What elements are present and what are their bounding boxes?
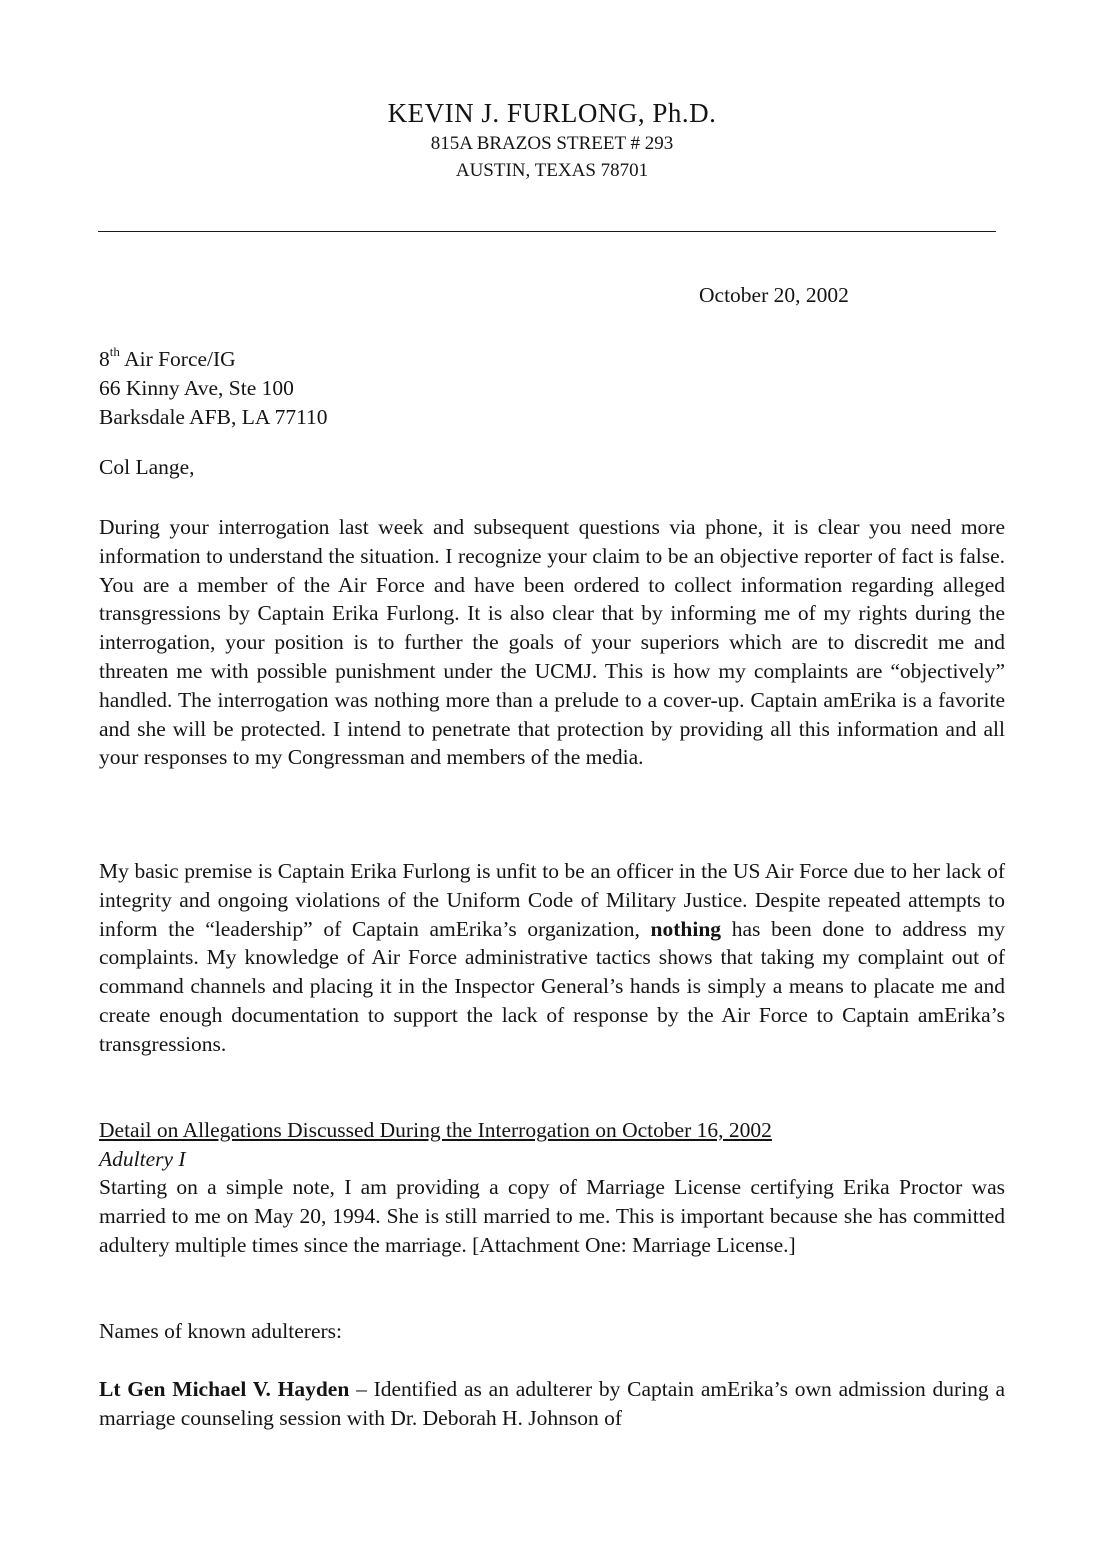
adulterer-entry-1 — [99, 1375, 1005, 1433]
recipient-line-2: 66 Kinny Ave, Ste 100 — [99, 376, 294, 401]
body-paragraph-1: During your interrogation last week and subsequent questions via phone, it is clear you need more information to understand the situation. I recognize your claim to be an objective reporter of fact is false. You are a member of the Air Force and have been ordered to collect information regarding alleged transgressions by Captain Erika Furlong. It is also clear that by informing me of my rights during the interrogation, your position is to further the goals of your superiors which are to discredit me and threaten me with possible punishment under the UCMJ. This is how my complaints are “objectively” handled. The interrogation was nothing more than a prelude to a cover-up. Captain amErika is a favorite and she will be protected. I intend to penetrate that protection by providing all this information and all your responses to my Congressman and members of the media. — [99, 515, 1005, 770]
section-paragraph: Starting on a simple note, I am providing a copy of Marriage License certifying Erika Proctor was married to me on May 20, 1994. She is still married to me. This is important because she has committed adultery multiple times since the marriage. [Attachment One: Marriage License.] — [99, 1175, 1005, 1257]
recipient-unit: Air Force/IG — [119, 347, 236, 372]
recipient-ordinal-suffix: th — [109, 344, 120, 359]
recipient-line-1 — [99, 339, 328, 374]
letterhead — [0, 96, 1104, 184]
letterhead-street: 815A BRAZOS STREET # 293 — [430, 133, 674, 154]
section-subheading: Adultery I — [99, 1146, 186, 1171]
letterhead-city: AUSTIN, TEXAS 78701 — [455, 160, 649, 181]
adulterer-description: – Identified as an adulterer by Captain amErika’s own admission during a marriage counseling session with Dr. Deborah H. Johnson of — [99, 1377, 1005, 1430]
paragraph-2-bold-word: nothing — [650, 916, 722, 941]
adulterer-name: Lt Gen Michael V. Hayden — [99, 1377, 350, 1401]
body-paragraph-2 — [99, 857, 1005, 1059]
salutation: Col Lange, — [99, 455, 195, 479]
recipient-number: 8 — [99, 347, 110, 372]
letterhead-name: KEVIN J. FURLONG, Ph.D. — [387, 98, 717, 128]
names-intro: Names of known adulterers: — [99, 1319, 342, 1343]
recipient-address — [99, 339, 328, 432]
paragraph-2-text-a: My basic premise is Captain Erika Furlong is unfit to be an officer in the US Air Force due to her lack of integrity and ongoing violations of the Uniform Code of Military Justice. Despite repeated attempts to inform the “leadership” of Captain amErika’s organization, — [99, 859, 1005, 941]
paragraph-2-text-b: has been done to address my complaints. My knowledge of Air Force administrative tactics shows that taking my complaint out of command channels and placing it in the Inspector General’s hands is simply a means to placate me and create enough documentation to support the lack of response by the Air Force to Captain amErika’s transgressions. — [99, 916, 1005, 1056]
letterhead-divider — [98, 231, 996, 232]
recipient-line-3: Barksdale AFB, LA 77110 — [99, 405, 328, 430]
section-heading: Detail on Allegations Discussed During the Interrogation on October 16, 2002 — [99, 1118, 772, 1142]
letter-date: October 20, 2002 — [699, 283, 849, 307]
section-heading-block — [99, 1116, 772, 1174]
